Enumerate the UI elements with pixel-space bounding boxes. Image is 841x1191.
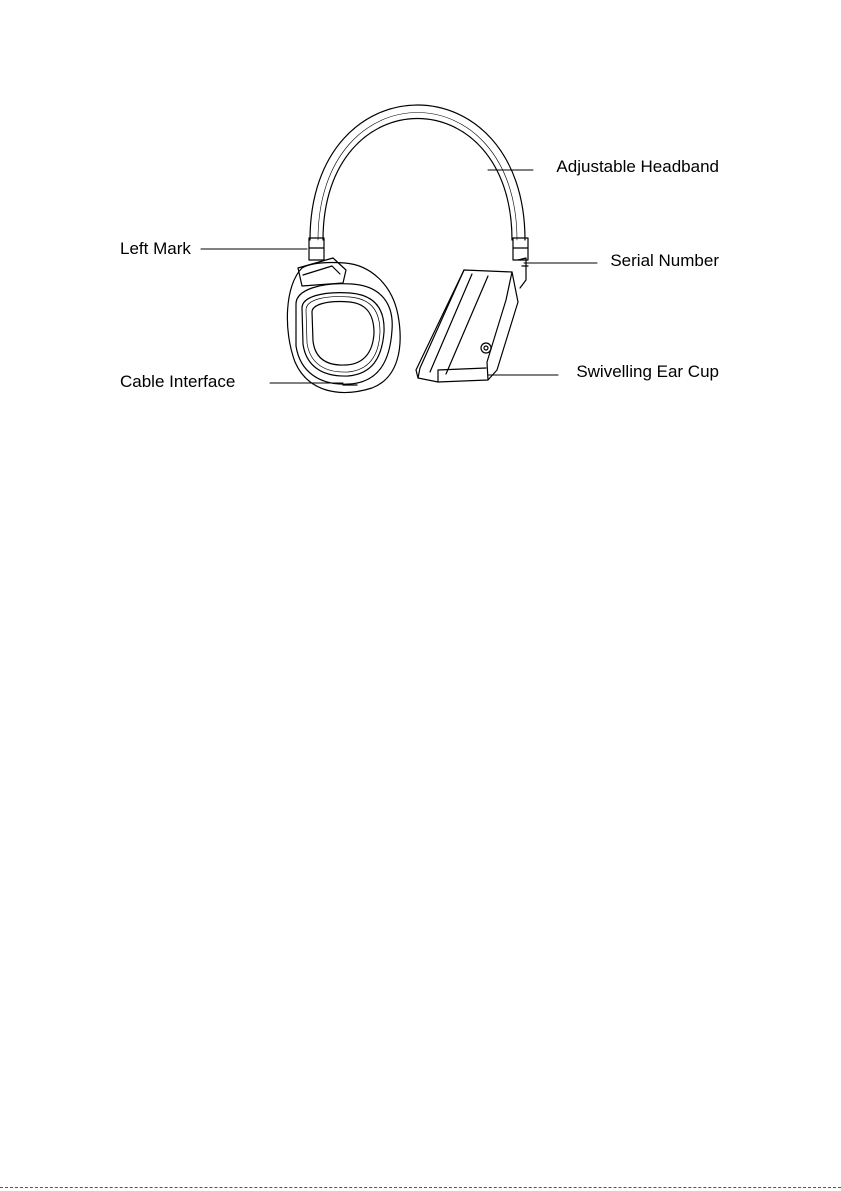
- left-slider: [298, 238, 346, 286]
- right-ear-cup: [416, 270, 518, 382]
- label-left-mark: Left Mark: [120, 239, 191, 258]
- headband: [310, 105, 525, 240]
- label-adjustable-headband: Adjustable Headband: [556, 157, 719, 176]
- label-serial-number: Serial Number: [610, 251, 719, 270]
- label-cable-interface: Cable Interface: [120, 372, 236, 391]
- page-bottom-rule: [0, 1187, 841, 1190]
- label-swivelling-ear-cup: Swivelling Ear Cup: [576, 362, 719, 381]
